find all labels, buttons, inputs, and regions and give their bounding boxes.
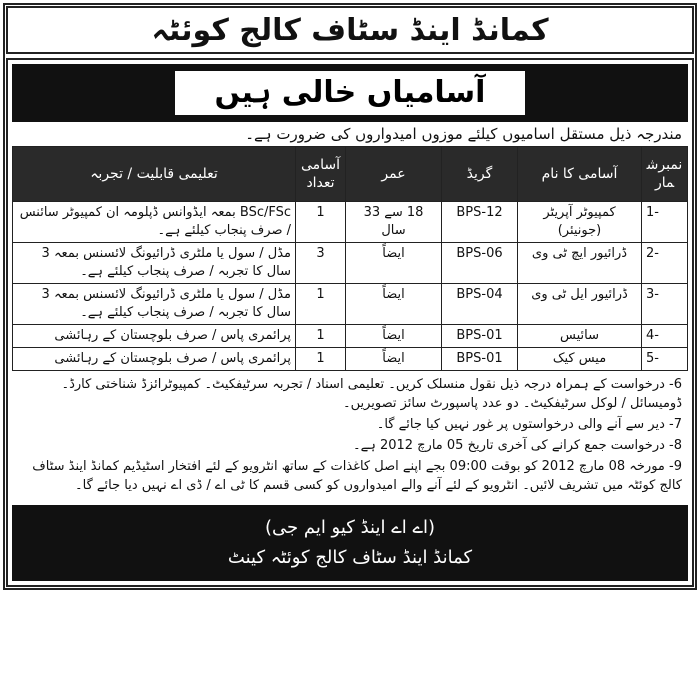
count: 3 xyxy=(296,243,346,284)
note-interview: 9- مورخہ 08 مارچ 2012 کو بوقت 09:00 بجے اپنے اصل کاغذات کے ساتھ انٹرویو کے لئے افتخار اسٹیڈیم کمانڈ اینڈ سٹاف کالج کوئٹہ میں تشریف لائیں۔ انٹرویو کے لئے آنے والے امیدواروں کو کسی قسم کا ٹی اے / ڈی اے نہیں دیا جائے گا۔ xyxy=(32,459,682,493)
header-age: عمر xyxy=(346,147,442,202)
age: ایضاً xyxy=(346,325,442,348)
qualification: پرائمری پاس / صرف بلوچستان کے رہائشی xyxy=(13,348,296,371)
table-row xyxy=(13,284,688,325)
footer-address: کمانڈ اینڈ سٹاف کالج کوئٹہ کینٹ xyxy=(227,547,473,568)
count: 1 xyxy=(296,202,346,243)
qualification: مڈل / سول یا ملٹری ڈرائیونگ لائسنس بمعہ 3 سال کا تجربہ / صرف پنجاب کیلئے ہے۔ xyxy=(13,284,296,325)
table-row xyxy=(13,243,688,284)
age: 18 سے 33 سال xyxy=(346,202,442,243)
grade: BPS-06 xyxy=(442,243,518,284)
header-post-name: آسامی کا نام xyxy=(518,147,642,202)
header-serial: نمبرشمار xyxy=(642,147,688,202)
serial: 1- xyxy=(642,202,688,243)
post-name: ڈرائیور ایچ ٹی وی xyxy=(518,243,642,284)
vacancies-table xyxy=(12,146,688,371)
qualification: مڈل / سول یا ملٹری ڈرائیونگ لائسنس بمعہ 3 سال کا تجربہ / صرف پنجاب کیلئے ہے۔ xyxy=(13,243,296,284)
note-deadline: 8- درخواست جمع کرانے کی آخری تاریخ 05 مارچ 2012 ہے۔ xyxy=(352,438,682,453)
intro-text: مندرجہ ذیل مستقل اسامیوں کیلئے موزوں امیدواروں کی ضرورت ہے۔ xyxy=(245,125,682,143)
table-row xyxy=(13,202,688,243)
notes xyxy=(12,371,688,501)
serial: 4- xyxy=(642,325,688,348)
table-row xyxy=(13,348,688,371)
post-name: کمپیوٹر آپریٹر (جونیئر) xyxy=(518,202,642,243)
grade: BPS-04 xyxy=(442,284,518,325)
banner-text: آسامیاں خالی ہیں xyxy=(175,71,526,115)
header-qualification: تعلیمی قابلیت / تجربہ xyxy=(13,147,296,202)
ad-frame xyxy=(3,3,697,590)
ad-body xyxy=(6,58,694,587)
college-title: کمانڈ اینڈ سٹاف کالج کوئٹہ xyxy=(6,6,694,54)
post-name: سائیس xyxy=(518,325,642,348)
grade: BPS-12 xyxy=(442,202,518,243)
count: 1 xyxy=(296,325,346,348)
count: 1 xyxy=(296,284,346,325)
qualification: پرائمری پاس / صرف بلوچستان کے رہائشی xyxy=(13,325,296,348)
post-name: ڈرائیور ایل ٹی وی xyxy=(518,284,642,325)
serial: 3- xyxy=(642,284,688,325)
post-name: میس کیک xyxy=(518,348,642,371)
note-late-applications: 7- دیر سے آنے والی درخواستوں پر غور نہیں کیا جائے گا۔ xyxy=(376,417,682,432)
footer xyxy=(12,505,688,581)
serial: 5- xyxy=(642,348,688,371)
footer-office: (اے اے اینڈ کیو ایم جی) xyxy=(264,517,436,538)
age: ایضاً xyxy=(346,348,442,371)
vacancies-banner xyxy=(12,64,688,122)
age: ایضاً xyxy=(346,284,442,325)
header-grade: گریڈ xyxy=(442,147,518,202)
qualification: BSc/FSc بمعہ ایڈوانس ڈپلومہ ان کمپیوٹر سائنس / صرف پنجاب کیلئے ہے۔ xyxy=(13,202,296,243)
table-row xyxy=(13,325,688,348)
grade: BPS-01 xyxy=(442,348,518,371)
table-header xyxy=(13,147,688,202)
age: ایضاً xyxy=(346,243,442,284)
note-documents: 6- درخواست کے ہمراہ درجہ ذیل نقول منسلک کریں۔ تعلیمی اسناد / تجربہ سرٹیفکیٹ۔ کمپیوٹرائزڈ شناختی کارڈ۔ ڈومیسائل / لوکل سرٹیفکیٹ۔ دو عدد پاسپورٹ سائز تصویریں۔ xyxy=(61,377,682,411)
count: 1 xyxy=(296,348,346,371)
serial: 2- xyxy=(642,243,688,284)
header-count: آسامی تعداد xyxy=(296,147,346,202)
grade: BPS-01 xyxy=(442,325,518,348)
